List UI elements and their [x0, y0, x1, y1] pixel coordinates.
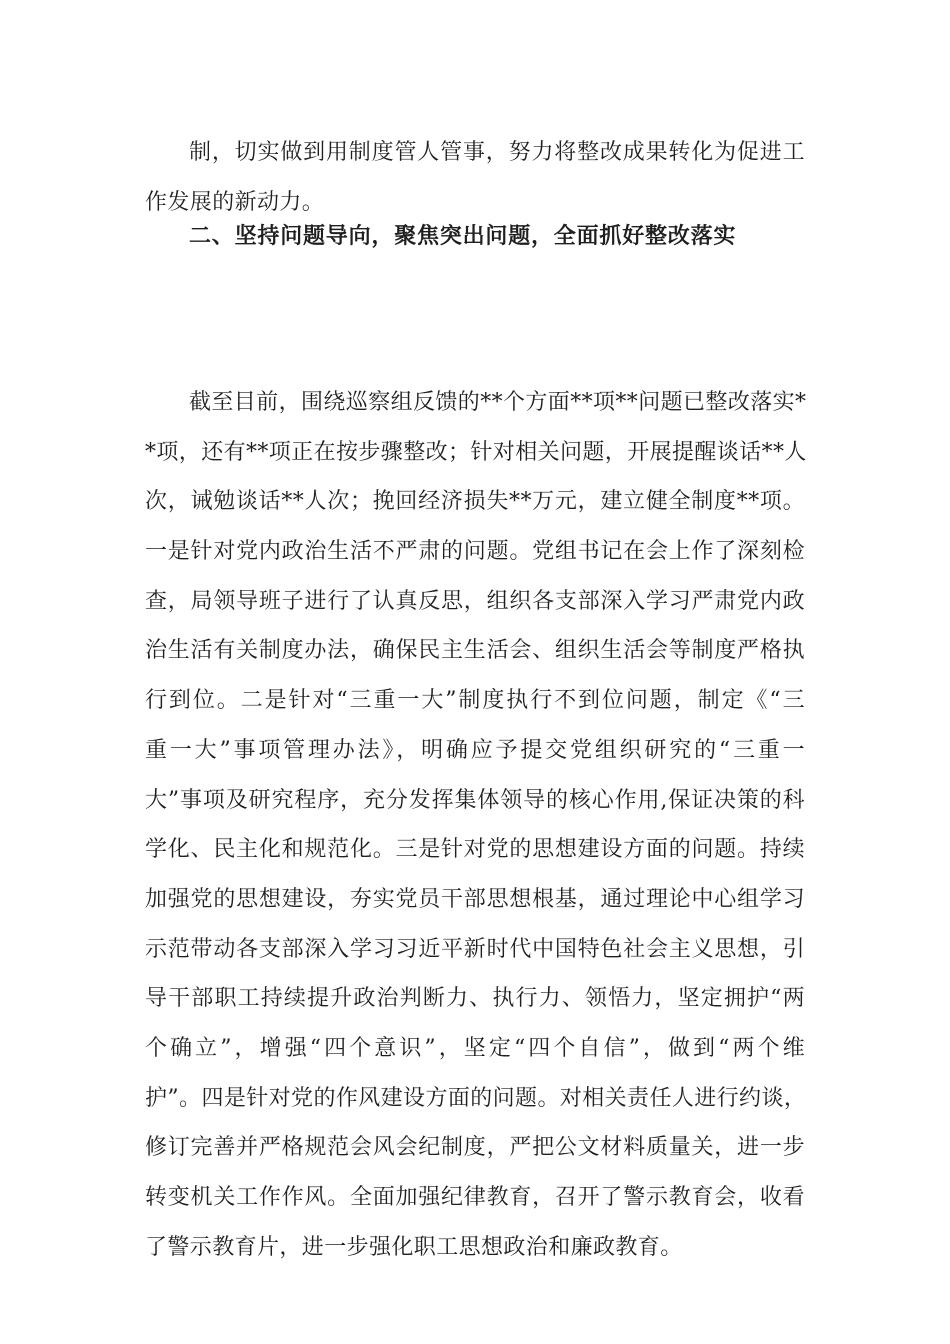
paragraph-line: 截至目前，围绕巡察组反馈的**个方面**项**问题已整改落实*: [189, 390, 807, 415]
paragraph-line: 行到位。二是针对“三重一大”制度执行不到位问题，制定《“三: [145, 688, 805, 714]
paragraph-line: *项，还有**项正在按步骤整改；针对相关问题，开展提醒谈话**人: [145, 439, 807, 465]
paragraph-line: 次，诫勉谈话**人次；挽回经济损失**万元，建立健全制度**项。: [145, 489, 805, 515]
paragraph-line: 导干部职工持续提升政治判断力、执行力、领悟力，坚定拥护“两: [145, 986, 805, 1012]
paragraph-line: 个确立”，增强“四个意识”，坚定“四个自信”，做到“两个维: [145, 1035, 805, 1061]
paragraph-line: 作发展的新动力。: [145, 189, 325, 215]
paragraph-line: 示范带动各支部深入学习习近平新时代中国特色社会主义思想，引: [145, 936, 805, 962]
section-body-paragraph: [145, 378, 805, 1272]
paragraph-line: 修订完善并严格规范会风会纪制度，严把公文材料质量关，进一步: [145, 1135, 805, 1161]
section-heading: 二、坚持问题导向，聚焦突出问题，全面抓好整改落实: [189, 223, 737, 249]
paragraph-line: 了警示教育片，进一步强化职工思想政治和廉政教育。: [145, 1234, 683, 1260]
paragraph-line: 学化、民主化和规范化。三是针对党的思想建设方面的问题。持续: [145, 837, 805, 863]
paragraph-line: 护”。四是针对党的作风建设方面的问题。对相关责任人进行约谈，: [145, 1085, 807, 1111]
paragraph-line: 治生活有关制度办法，确保民主生活会、组织生活会等制度严格执: [145, 638, 805, 664]
paragraph-line: 一是针对党内政治生活不严肃的问题。党组书记在会上作了深刻检: [145, 539, 805, 565]
paragraph-line: 转变机关工作作风。全面加强纪律教育，召开了警示教育会，收看: [145, 1185, 805, 1210]
section-heading-block: [145, 212, 805, 262]
paragraph-line: 大”事项及研究程序，充分发挥集体领导的核心作用,保证决策的科: [145, 787, 805, 813]
paragraph-line: 查，局领导班子进行了认真反思，组织各支部深入学习严肃党内政: [145, 588, 805, 614]
paragraph-line: 加强党的思想建设，夯实党员干部思想根基，通过理论中心组学习: [145, 886, 805, 912]
paragraph-line: 制，切实做到用制度管人管事，努力将整改成果转化为促进工: [189, 140, 805, 165]
paragraph-line: 重一大”事项管理办法》，明确应予提交党组织研究的“三重一: [145, 737, 805, 763]
